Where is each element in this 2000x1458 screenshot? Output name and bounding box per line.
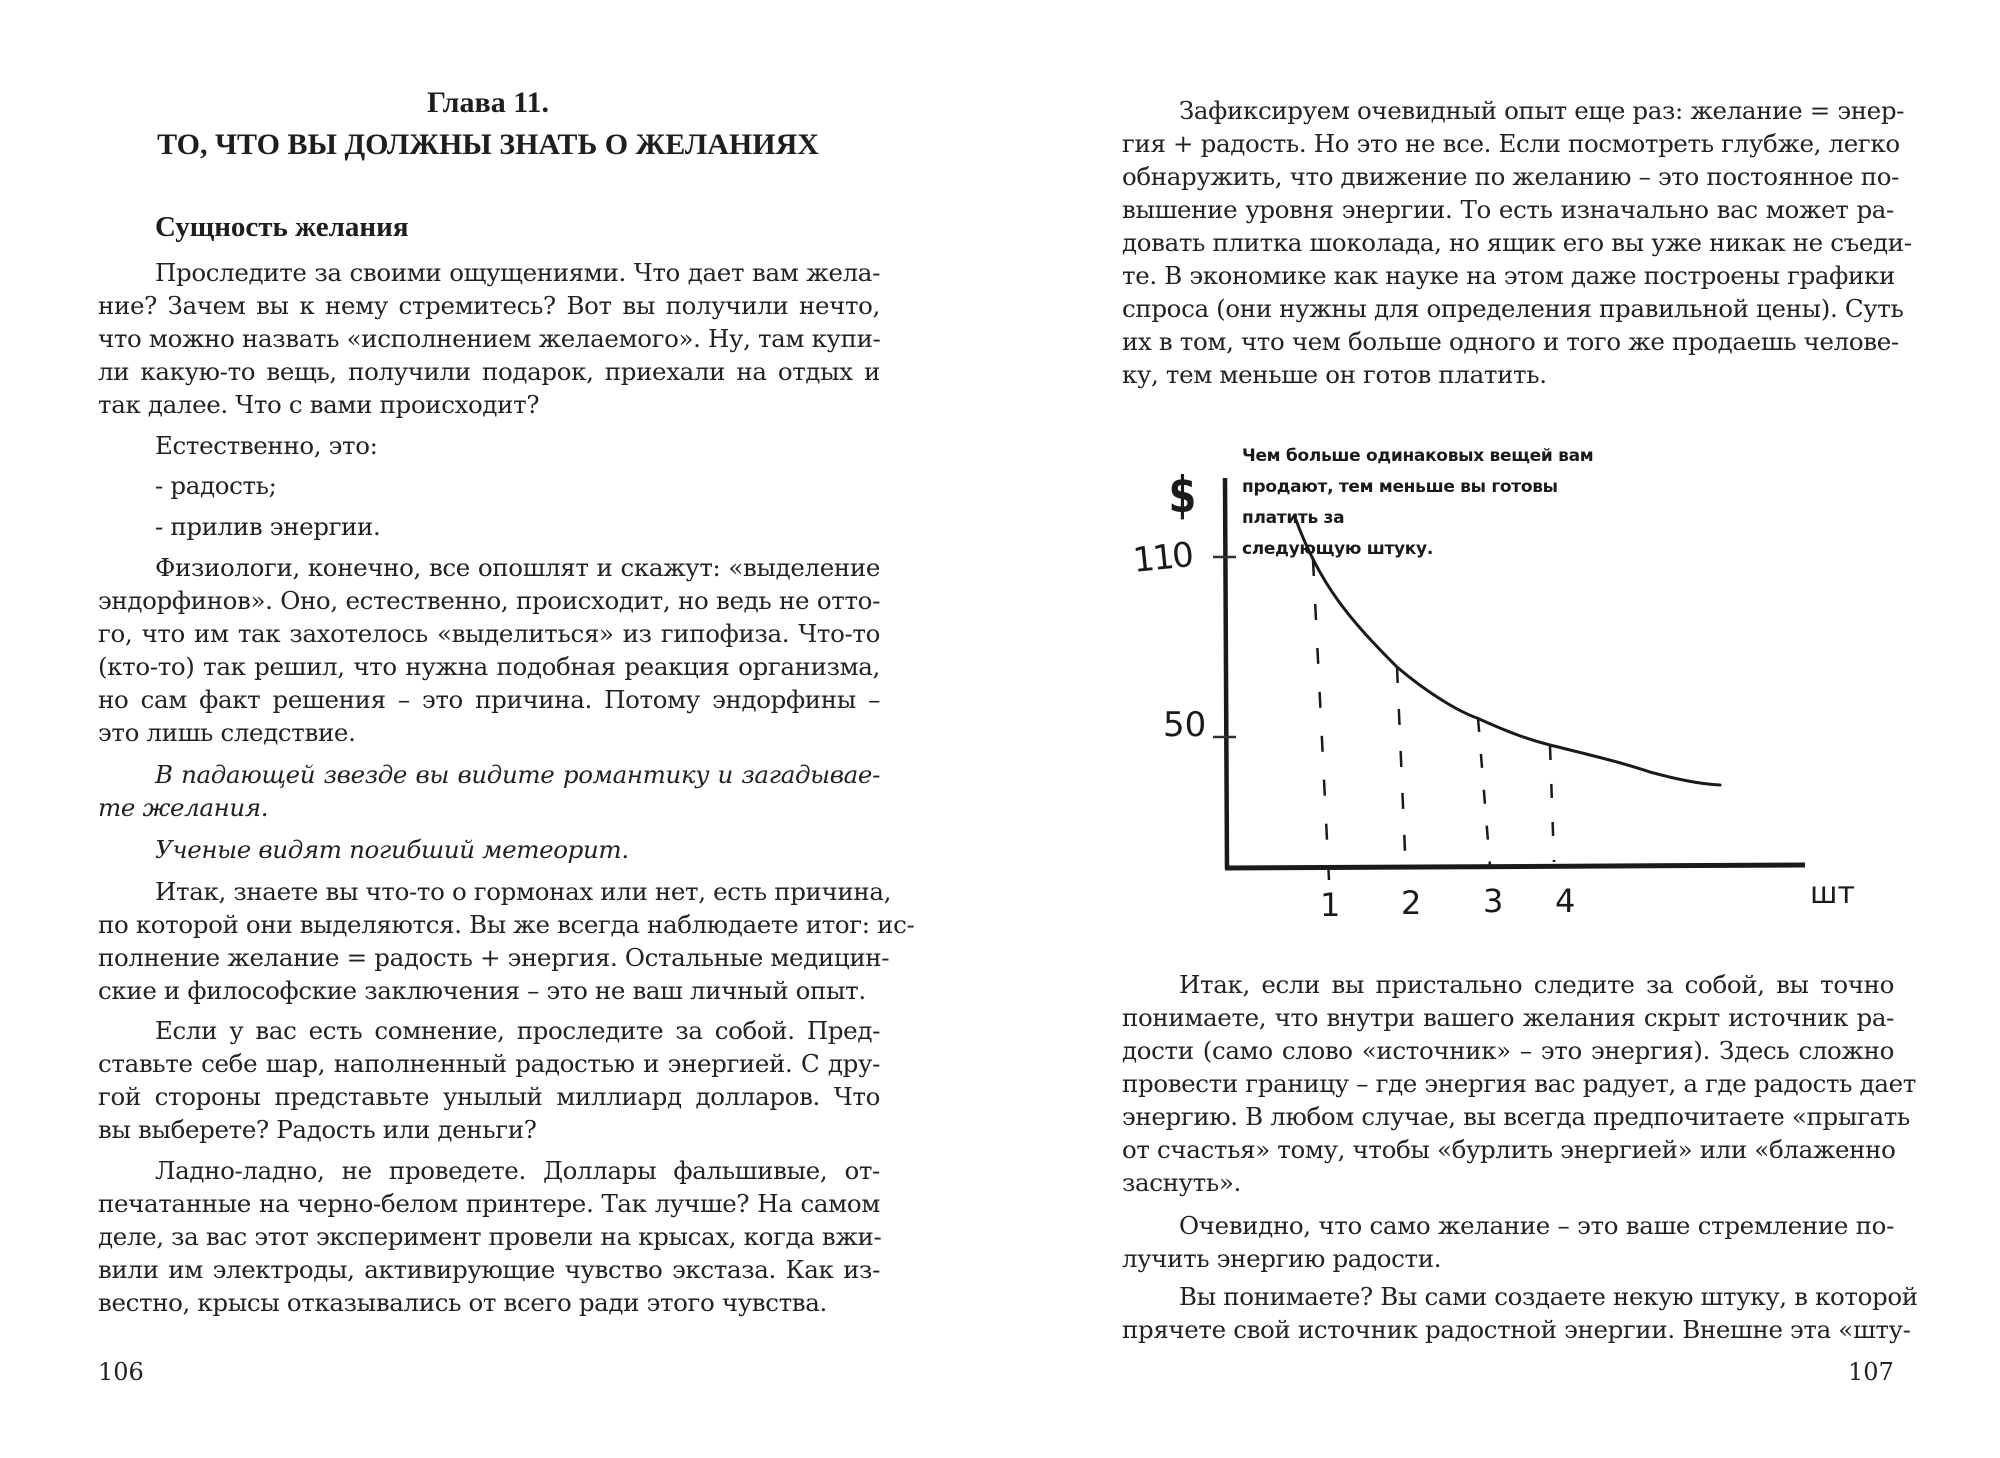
dashed-line-2 xyxy=(1397,667,1405,852)
annotation-line: следующую штуку. xyxy=(1242,539,1433,559)
paragraph xyxy=(98,875,915,1007)
text-line: прячете свой источник радостной энергии. Внешне эта «шту- xyxy=(1122,1315,1911,1344)
italic-paragraph xyxy=(98,833,880,866)
paragraph xyxy=(98,1154,880,1319)
y-tick-label-110: 110 xyxy=(1131,535,1194,581)
text-line: но сам факт решения – это причина. Потому эндорфины – xyxy=(98,685,880,714)
text-line: печатанные на черно-белом принтере. Так лучше? На самом xyxy=(98,1189,880,1218)
chapter-title: ТО, ЧТО ВЫ ДОЛЖНЫ ЗНАТЬ О ЖЕЛАНИЯХ xyxy=(157,128,819,161)
text-line: полнение желание = радость + энергия. Остальные медицин- xyxy=(98,943,890,972)
paragraph xyxy=(98,429,880,462)
text-line: те желания. xyxy=(98,793,269,822)
text-line: от счастья» тому, чтобы «бурлить энергией» или «блаженно xyxy=(1122,1135,1896,1164)
text-line: обнаружить, что движение по желанию – это постоянное по- xyxy=(1122,162,1900,191)
x-tick-label-4: 4 xyxy=(1555,882,1576,920)
section-title: Сущность желания xyxy=(155,211,409,243)
text-line: их в том, что чем больше одного и того же продаешь челове- xyxy=(1122,327,1899,356)
text-line: го, что им так захотелось «выделиться» из гипофиза. Что-то xyxy=(98,619,880,648)
x-axis-label-unit: шт xyxy=(1810,876,1855,911)
text-line: - прилив энергии. xyxy=(155,512,381,541)
text-line: деле, за вас этот эксперимент провели на крысах, когда вжи- xyxy=(98,1222,882,1251)
x-tick-label-2: 2 xyxy=(1401,884,1422,922)
text-line: гой стороны представьте унылый миллиард долларов. Что xyxy=(98,1082,880,1111)
text-line: Зафиксируем очевидный опыт еще раз: желание = энер- xyxy=(1179,96,1905,125)
text-line: эндорфинов». Оно, естественно, происходит, но ведь не отто- xyxy=(98,586,880,615)
text-line: - радость; xyxy=(155,471,277,500)
dashed-line-4 xyxy=(1550,746,1554,862)
paragraph xyxy=(98,551,880,749)
text-line: Ладно-ладно, не проведете. Доллары фальшивые, от- xyxy=(155,1156,880,1185)
list-item xyxy=(98,469,880,502)
chart-annotation xyxy=(1242,441,1602,565)
text-line: Ученые видят погибший метеорит. xyxy=(155,835,629,864)
text-line: что можно назвать «исполнением желаемого». Ну, там купи- xyxy=(98,324,881,353)
page-number-left: 106 xyxy=(98,1358,144,1386)
text-line: вы выберете? Радость или деньги? xyxy=(98,1115,537,1144)
paragraph xyxy=(1122,1209,1894,1275)
text-line: вили им электроды, активирующие чувство экстаза. Как из- xyxy=(98,1255,880,1284)
text-line: ставьте себе шар, наполненный радостью и энергией. С дру- xyxy=(98,1049,880,1078)
text-line: лучить энергию радости. xyxy=(1122,1244,1442,1273)
text-line: энергию. В любом случае, вы всегда предпочитаете «прыгать xyxy=(1122,1102,1910,1131)
text-line: это лишь следствие. xyxy=(98,718,356,747)
x-axis xyxy=(1225,865,1805,868)
text-line: провести границу – где энергия вас радует, а где радость дает xyxy=(1122,1069,1916,1098)
text-line: спроса (они нужны для определения правильной цены). Суть xyxy=(1122,294,1904,323)
text-line: Итак, если вы пристально следите за собой, вы точно xyxy=(1179,970,1894,999)
text-line: ние? Зачем вы к нему стремитесь? Вот вы получили нечто, xyxy=(98,291,880,320)
paragraph xyxy=(1122,94,1912,391)
text-line: по которой они выделяются. Вы же всегда наблюдаете итог: ис- xyxy=(98,910,915,939)
text-line: так далее. Что с вами происходит? xyxy=(98,390,540,419)
x-tick-label-3: 3 xyxy=(1483,882,1504,920)
y-tick-label-50: 50 xyxy=(1163,705,1207,745)
text-line: Итак, знаете вы что-то о гормонах или нет, есть причина, xyxy=(155,877,892,906)
annotation-line: продают, тем меньше вы готовы платить за xyxy=(1242,477,1558,528)
text-line: Если у вас есть сомнение, проследите за собой. Пред- xyxy=(155,1016,880,1045)
text-line: дости (само слово «источник» – это энергия). Здесь сложно xyxy=(1122,1036,1894,1065)
text-line: вышение уровня энергии. То есть изначально вас может ра- xyxy=(1122,195,1894,224)
dashed-line-3 xyxy=(1478,718,1490,866)
text-line: Проследите за своими ощущениями. Что дает вам жела- xyxy=(155,258,880,287)
italic-paragraph xyxy=(98,758,880,824)
text-line: вестно, крысы отказывались от всего ради этого чувства. xyxy=(98,1288,827,1317)
text-line: Естественно, это: xyxy=(155,431,378,460)
chapter-label: Глава 11. xyxy=(426,86,550,119)
page-number-right: 107 xyxy=(1848,1358,1894,1386)
text-line: Вы понимаете? Вы сами создаете некую штуку, в которой xyxy=(1179,1282,1918,1311)
text-line: довать плитка шоколада, но ящик его вы уже никак не съеди- xyxy=(1122,228,1912,257)
text-line: ку, тем меньше он готов платить. xyxy=(1122,360,1547,389)
text-line: понимаете, что внутри вашего желания скрыт источник ра- xyxy=(1122,1003,1894,1032)
paragraph xyxy=(1122,968,1916,1199)
text-line: те. В экономике как науке на этом даже построены графики xyxy=(1122,261,1895,290)
text-line: гия + радость. Но это не все. Если посмотреть глубже, легко xyxy=(1122,129,1900,158)
text-line: В падающей звезде вы видите романтику и загадывае- xyxy=(155,760,880,789)
paragraph xyxy=(1122,1280,1918,1346)
annotation-line: Чем больше одинаковых вещей вам xyxy=(1242,446,1594,466)
text-line: Физиологи, конечно, все опошлят и скажут: «выделение xyxy=(155,553,880,582)
text-line: заснуть». xyxy=(1122,1168,1241,1197)
paragraph xyxy=(98,256,880,421)
text-line: (кто-то) так решил, что нужна подобная реакция организма, xyxy=(98,652,880,681)
dashed-line-1 xyxy=(1313,560,1329,880)
x-tick-label-1: 1 xyxy=(1320,886,1341,924)
list-item xyxy=(98,510,880,543)
right-page xyxy=(1000,0,2000,1458)
text-line: Очевидно, что само желание – это ваше стремление по- xyxy=(1179,1211,1894,1240)
paragraph xyxy=(98,1014,880,1146)
text-line: ли какую-то вещь, получили подарок, приехали на отдых и xyxy=(98,357,880,386)
demand-curve xyxy=(1296,520,1720,785)
text-line: ские и философские заключения – это не ваш личный опыт. xyxy=(98,976,866,1005)
y-axis xyxy=(1225,478,1227,869)
y-axis-label-dollar: $ xyxy=(1168,466,1197,524)
